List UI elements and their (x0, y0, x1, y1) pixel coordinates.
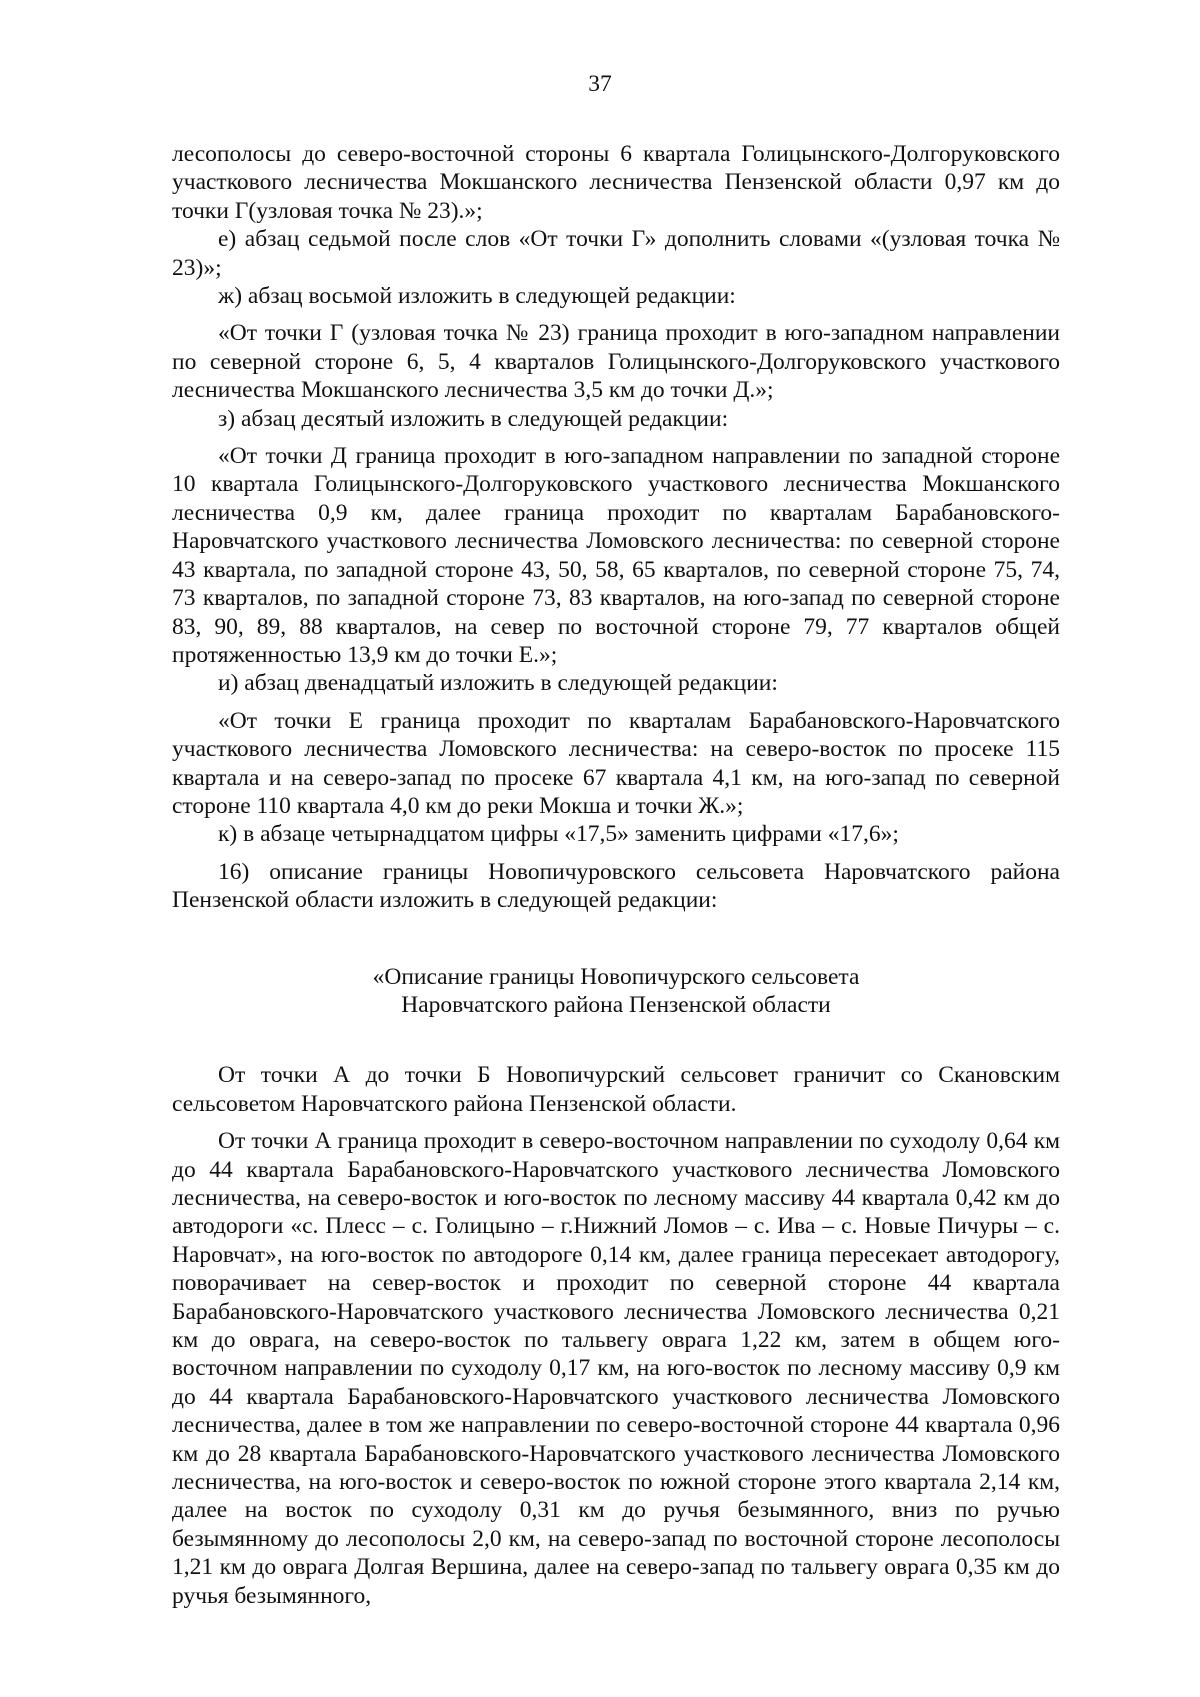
section-title-line-2: Наровчатского района Пензенской области (401, 991, 831, 1018)
paragraph: з) абзац десятый изложить в следующей редакции: (218, 405, 729, 432)
paragraph: «От точки Г (узловая точка № 23) граница проходит в юго-западном направлении по северной стороне 6, 5, 4 кварталов Голицынского-Долгоруковского участкового лесничества Мокшанского лесничества 3,5 км до точки Д.»; (172, 320, 1060, 404)
paragraph: 16) описание границы Новопичуровского сельсовета Наровчатского района Пензенской области изложить в следующей редакции: (172, 858, 1060, 914)
paragraph: к) в абзаце четырнадцатом цифры «17,5» заменить цифрами «17,6»; (218, 821, 899, 848)
paragraph: «От точки Д граница проходит в юго-западном направлении по западной стороне 10 квартала Голицынского-Долгоруковского участкового лесничества Мокшанского лесничества 0,9 км, далее граница проходит по кварталам Барабановского-Наровчатского участкового лесничества Ломовского лесничества: по северной стороне 43 квартала, по западной стороне 43, 50, 58, 65 кварталов, по северной стороне 75, 74, 73 кварталов, по западной стороне 73, 83 кварталов, на юго-запад по северной стороне 83, 90, 89, 88 кварталов, на север по восточной стороне 79, 77 кварталов общей протяженностью 13,9 км до точки Е.»; (172, 443, 1060, 668)
document-body (172, 140, 1060, 1610)
paragraph: лесополосы до северо-восточной стороны 6 квартала Голицынского-Долгоруковского участкового лесничества Мокшанского лесничества Пензенской области 0,97 км до точки Г(узловая точка № 23).»; (172, 141, 1060, 224)
paragraph: От точки А до точки Б Новопичурский сельсовет граничит со Скановским сельсоветом Наровчатского района Пензенской области. (172, 1062, 1060, 1117)
paragraph: От точки А граница проходит в северо-восточном направлении по суходолу 0,64 км до 44 квартала Барабановского-Наровчатского участкового лесничества Ломовского лесничества, на северо-восток и юго-восток по лесному массиву 44 квартала 0,42 км до автодороги «с. Плесс – с. Голицыно – г.Нижний Ломов – с. Ива – с. Новые Пичуры – с. Наровчат», на юго-восток по автодороге 0,14 км, далее граница пересекает автодорогу, поворачивает на север-восток и проходит по северной стороне 44 квартала Барабановского-Наровчатского участкового лесничества Ломовского лесничества 0,21 км до оврага, на северо-восток по тальвегу оврага 1,22 км, затем в общем юго-восточном направлении по суходолу 0,17 км, на юго-восток по лесному массиву 0,9 км до 44 квартала Барабановского-Наровчатского участкового лесничества Ломовского лесничества, далее в том же направлении по северо-восточной стороне 44 квартала 0,96 км до 28 квартала Барабановского-Наровчатского участкового лесничества Ломовского лесничества, на юго-восток и северо-восток по южной стороне этого квартала 2,14 км, далее на восток по суходолу 0,31 км до ручья безымянного, вниз по ручью безымянному до лесополосы 2,0 км, на северо-запад по восточной стороне лесополосы 1,21 км до оврага Долгая Вершина, далее на северо-запад по тальвегу оврага 0,35 км до ручья безымянного, (172, 1128, 1060, 1609)
paragraph: е) абзац седьмой после слов «От точки Г» дополнить словами «(узловая точка № 23)»; (172, 226, 1060, 281)
section-title (172, 963, 1060, 1020)
paragraph: «От точки Е граница проходит по кварталам Барабановского-Наровчатского участкового лесничества Ломовского лесничества: на северо-восток по просеке 115 квартала и на северо-запад по просеке 67 квартала 4,1 км, на юго-запад по северной стороне 110 квартала 4,0 км до реки Мокша и точки Ж.»; (172, 707, 1060, 819)
page-number: 37 (588, 71, 612, 97)
section-title-line-1: «Описание границы Новопичурского сельсовета (372, 963, 860, 990)
paragraph: и) абзац двенадцатый изложить в следующей редакции: (218, 670, 778, 697)
paragraph: ж) абзац восьмой изложить в следующей редакции: (218, 283, 736, 310)
